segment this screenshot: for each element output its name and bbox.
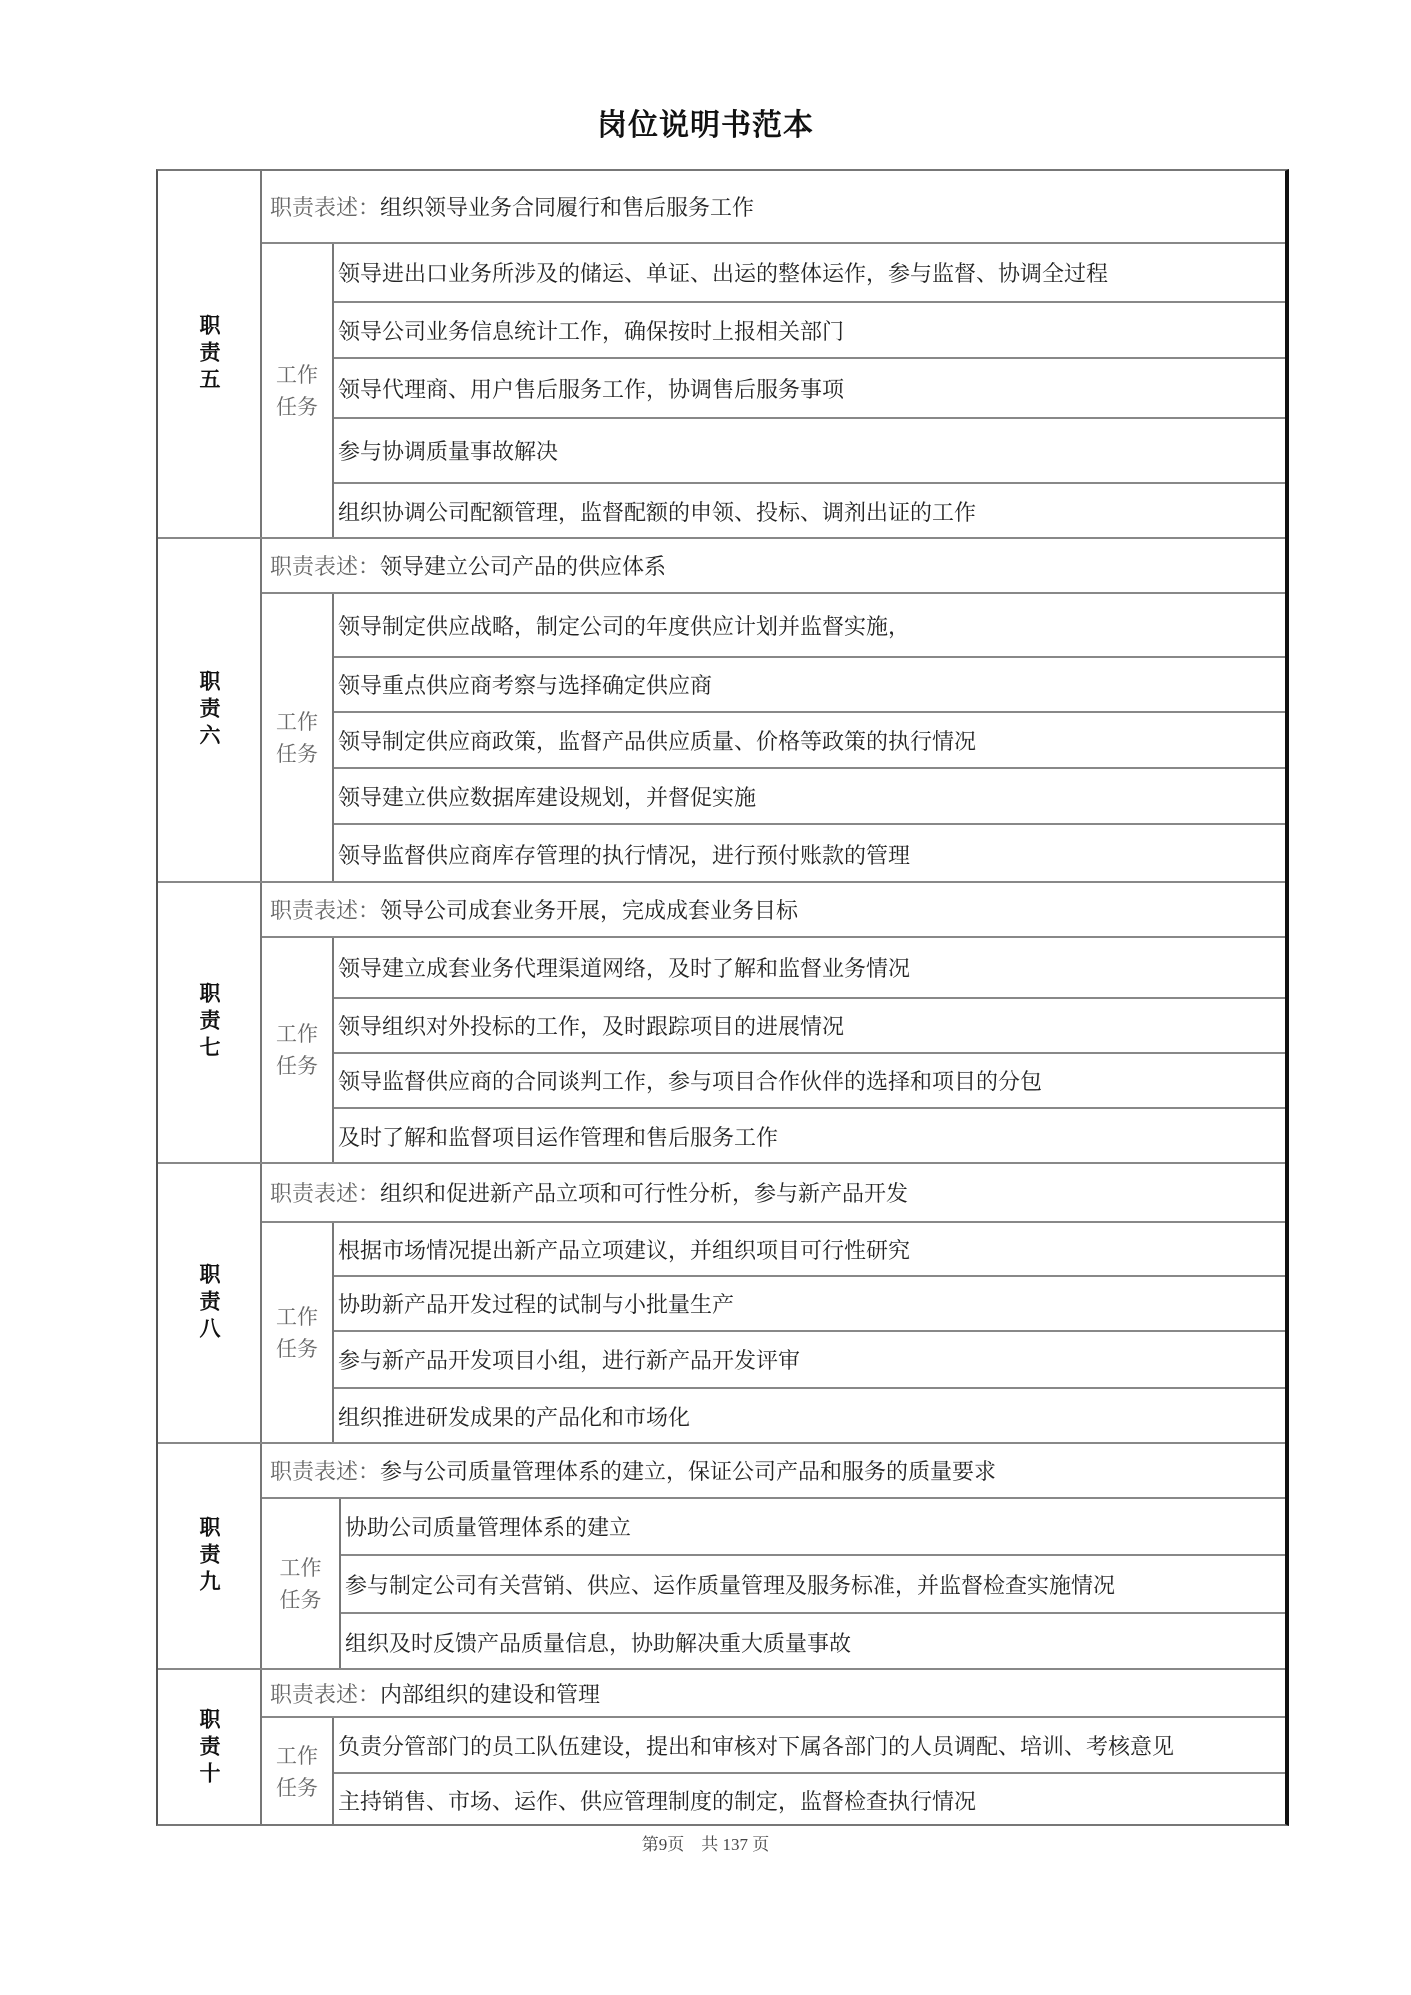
tasks-label: 工作 任务	[262, 594, 334, 881]
task-item: 领导组织对外投标的工作，及时跟踪项目的进展情况	[334, 999, 1285, 1054]
task-item: 主持销售、市场、运作、供应管理制度的制定，监督检查执行情况	[338, 1789, 977, 1815]
description-label: 职责表述：	[270, 1682, 381, 1708]
task-item: 组织及时反馈产品质量信息，协助解决重大质量事故	[345, 1631, 852, 1657]
duty-description	[262, 1670, 1285, 1718]
duty-block-9	[158, 1444, 1285, 1670]
task-item: 负责分管部门的员工队伍建设，提出和审核对下属各部门的人员调配、培训、考核意见	[334, 1718, 1285, 1774]
task-item: 根据市场情况提出新产品立项建议，并组织项目可行性研究	[334, 1223, 1285, 1277]
duty-description	[262, 539, 1285, 594]
description-text: 组织领导业务合同履行和售后服务工作	[380, 196, 755, 221]
task-item: 领导建立成套业务代理渠道网络，及时了解和监督业务情况	[334, 938, 1285, 999]
page-footer: 第9页 共 137 页	[641, 1835, 770, 1854]
task-item: 领导重点供应商考察与选择确定供应商	[334, 658, 1285, 713]
task-item: 领导制定供应商政策，监督产品供应质量、价格等政策的执行情况	[334, 713, 1285, 769]
tasks-label: 工作 任务	[262, 244, 334, 537]
duty-block-8	[158, 1164, 1285, 1444]
task-item: 领导进出口业务所涉及的储运、单证、出运的整体运作，参与监督、协调全过程	[334, 244, 1285, 303]
duty-block-10	[158, 1670, 1285, 1826]
description-text: 领导公司成套业务开展，完成成套业务目标	[380, 899, 799, 924]
description-label: 职责表述：	[270, 1460, 381, 1485]
task-item: 参与制定公司有关营销、供应、运作质量管理及服务标准，并监督检查实施情况	[341, 1556, 1285, 1614]
description-label: 职责表述：	[270, 196, 381, 221]
tasks-label: 工作 任务	[262, 1718, 334, 1826]
duty-description	[262, 1444, 1285, 1499]
description-label: 职责表述：	[270, 899, 381, 924]
task-item: 参与新产品开发项目小组，进行新产品开发评审	[334, 1332, 1285, 1389]
duty-label: 职责七	[158, 883, 262, 1162]
task-item: 领导制定供应战略，制定公司的年度供应计划并监督实施，	[334, 594, 1285, 658]
duty-label: 职责十	[158, 1670, 262, 1826]
duty-label: 职责八	[158, 1164, 262, 1442]
description-label: 职责表述：	[270, 1182, 381, 1207]
description-text: 内部组织的建设和管理	[380, 1682, 601, 1708]
duty-block-7	[158, 883, 1285, 1164]
tasks-label: 工作 任务	[262, 1499, 341, 1668]
task-item: 领导建立供应数据库建设规划，并督促实施	[334, 769, 1285, 825]
description-text: 组织和促进新产品立项和可行性分析，参与新产品开发	[380, 1182, 909, 1207]
duty-label: 职责九	[158, 1444, 262, 1668]
task-item: 组织协调公司配额管理，监督配额的申领、投标、调剂出证的工作	[338, 501, 977, 526]
duty-label: 职责五	[158, 171, 262, 537]
task-item: 协助新产品开发过程的试制与小批量生产	[334, 1277, 1285, 1332]
duty-description	[262, 1164, 1285, 1223]
task-item: 领导监督供应商库存管理的执行情况，进行预付账款的管理	[338, 843, 911, 869]
duty-label: 职责六	[158, 539, 262, 881]
task-item: 及时了解和监督项目运作管理和售后服务工作	[338, 1126, 779, 1151]
task-item: 组织推进研发成果的产品化和市场化	[338, 1406, 691, 1431]
duty-description	[262, 883, 1285, 938]
duty-block-5	[158, 171, 1285, 539]
task-item: 领导公司业务信息统计工作，确保按时上报相关部门	[334, 303, 1285, 359]
task-item: 协助公司质量管理体系的建立	[341, 1499, 1285, 1556]
tasks-label: 工作 任务	[262, 938, 334, 1162]
description-label: 职责表述：	[270, 555, 381, 580]
duties-table	[156, 169, 1289, 1826]
page-title: 岗位说明书范本	[597, 108, 814, 143]
description-text: 领导建立公司产品的供应体系	[380, 555, 667, 580]
duty-block-6	[158, 539, 1285, 883]
duty-description	[262, 171, 1285, 244]
task-item: 领导代理商、用户售后服务工作，协调售后服务事项	[334, 359, 1285, 419]
description-text: 参与公司质量管理体系的建立，保证公司产品和服务的质量要求	[380, 1460, 997, 1485]
tasks-label: 工作 任务	[262, 1223, 334, 1442]
task-item: 领导监督供应商的合同谈判工作，参与项目合作伙伴的选择和项目的分包	[334, 1054, 1285, 1109]
task-item: 参与协调质量事故解决	[334, 419, 1285, 484]
